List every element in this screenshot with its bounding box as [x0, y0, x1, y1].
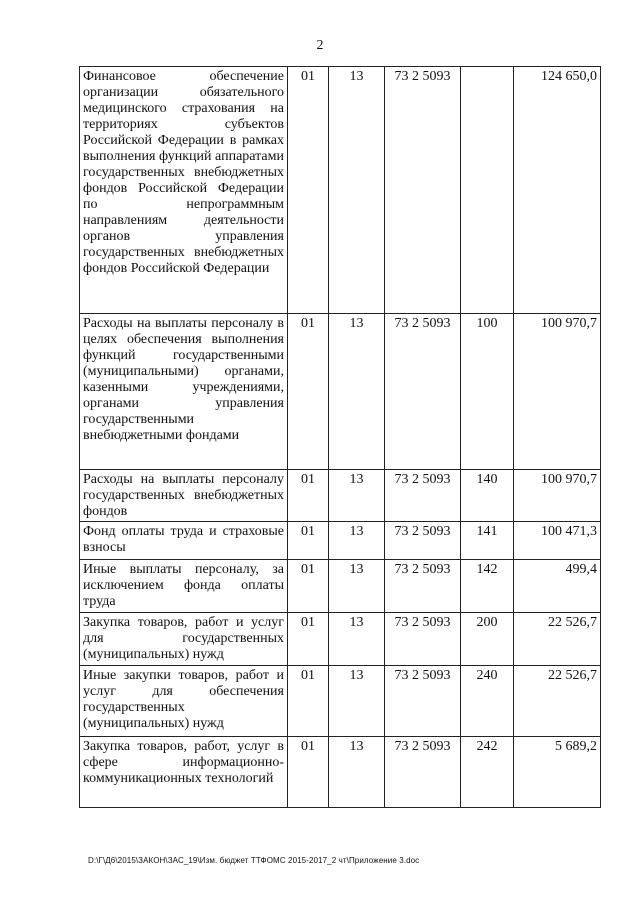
article-code: 73 2 5093 — [385, 613, 461, 666]
article-code: 73 2 5093 — [385, 314, 461, 470]
article-code: 73 2 5093 — [385, 470, 461, 522]
row-name: Фонд оплаты труда и страховые взносы — [80, 522, 288, 560]
section-code: 01 — [288, 522, 329, 560]
section-code: 01 — [288, 314, 329, 470]
row-name: Расходы на выплаты персоналу государственных внебюджетных фондов — [80, 470, 288, 522]
section-code: 01 — [288, 737, 329, 808]
table-row — [80, 314, 601, 470]
subsection-code: 13 — [329, 67, 385, 314]
row-name: Иные закупки товаров, работ и услуг для обеспечения государственных (муниципальных) нужд — [80, 666, 288, 737]
section-code: 01 — [288, 470, 329, 522]
expense-type-code: 240 — [461, 666, 514, 737]
subsection-code: 13 — [329, 613, 385, 666]
table-row — [80, 666, 601, 737]
budget-table — [79, 66, 601, 808]
section-code: 01 — [288, 67, 329, 314]
row-name: Закупка товаров, работ и услуг для государственных (муниципальных) нужд — [80, 613, 288, 666]
amount: 100 970,7 — [514, 470, 601, 522]
subsection-code: 13 — [329, 314, 385, 470]
expense-type-code: 200 — [461, 613, 514, 666]
table-row — [80, 737, 601, 808]
section-code: 01 — [288, 560, 329, 613]
expense-type-code: 242 — [461, 737, 514, 808]
table-row — [80, 613, 601, 666]
amount: 100 471,3 — [514, 522, 601, 560]
row-name: Иные выплаты персоналу, за исключением фонда оплаты труда — [80, 560, 288, 613]
table-row — [80, 560, 601, 613]
table-row — [80, 67, 601, 314]
subsection-code: 13 — [329, 470, 385, 522]
article-code: 73 2 5093 — [385, 560, 461, 613]
section-code: 01 — [288, 613, 329, 666]
expense-type-code: 141 — [461, 522, 514, 560]
article-code: 73 2 5093 — [385, 737, 461, 808]
expense-type-code: 142 — [461, 560, 514, 613]
amount: 124 650,0 — [514, 67, 601, 314]
table-row — [80, 470, 601, 522]
amount: 100 970,7 — [514, 314, 601, 470]
article-code: 73 2 5093 — [385, 522, 461, 560]
row-name: Расходы на выплаты персоналу в целях обеспечения выполнения функций государственными (муниципальными) органами, казенными учреждениями, органами управления государственными внебюджетными фондами — [80, 314, 288, 470]
amount: 22 526,7 — [514, 613, 601, 666]
section-code: 01 — [288, 666, 329, 737]
row-name: Финансовое обеспечение организации обязательного медицинского страхования на территориях субъектов Российской Федерации в рамках выполнения функций аппаратами государственных внебюджетных фондов Российской Федерации по непрограммным направлениям деятельности органов управления государственных внебюджетных фондов Российской Федерации — [80, 67, 288, 314]
expense-type-code: 140 — [461, 470, 514, 522]
expense-type-code — [461, 67, 514, 314]
amount: 5 689,2 — [514, 737, 601, 808]
article-code: 73 2 5093 — [385, 67, 461, 314]
expense-type-code: 100 — [461, 314, 514, 470]
page-number: 2 — [316, 38, 324, 53]
table-row — [80, 522, 601, 560]
amount: 22 526,7 — [514, 666, 601, 737]
subsection-code: 13 — [329, 522, 385, 560]
amount: 499,4 — [514, 560, 601, 613]
subsection-code: 13 — [329, 737, 385, 808]
row-name: Закупка товаров, работ, услуг в сфере информационно-коммуникационных технологий — [80, 737, 288, 808]
subsection-code: 13 — [329, 666, 385, 737]
subsection-code: 13 — [329, 560, 385, 613]
article-code: 73 2 5093 — [385, 666, 461, 737]
file-path-footer: D:\Г\Д6\2015\ЗАКОН\ЗАС_19\Изм. бюджет ТТФОМС 2015-2017_2 чт\Приложение 3.doc — [88, 856, 420, 865]
